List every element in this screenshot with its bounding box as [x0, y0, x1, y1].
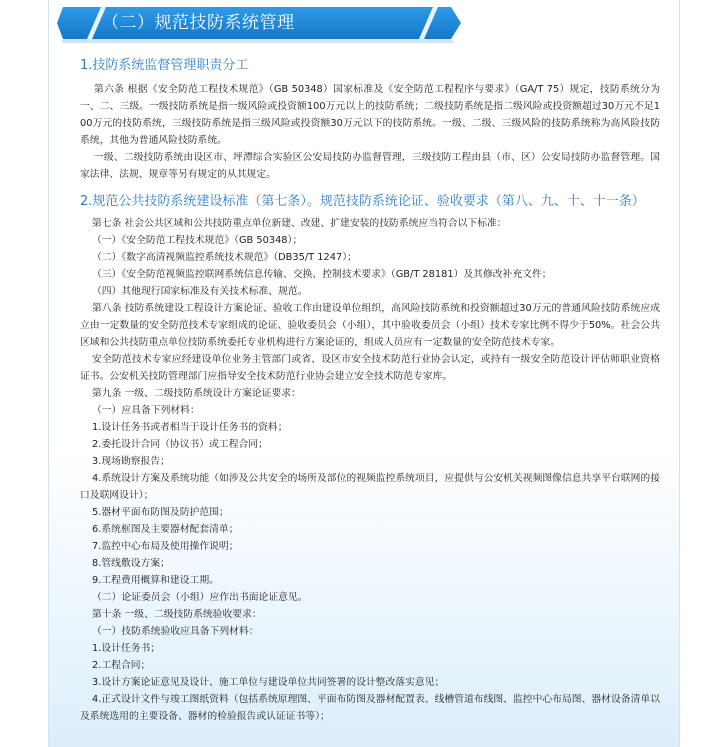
- section-2-heading: 2.规范公共技防系统建设标准（第七条）。规范技防系统论证、验收要求（第八、九、十、十一条）: [80, 194, 645, 209]
- line: 9.工程费用概算和建设工期。: [92, 575, 219, 586]
- section-banner: [57, 3, 463, 43]
- paragraph: 安全防范技术专家应经建设单位业务主管部门或省、设区市安全技术防范行业协会认定，或持有一级安全防范设计评估师职业资格证书。公安机关技防管理部门应指导安全技术防范行业协会建立安全技术防范专家库。: [80, 354, 660, 382]
- line: （二）《数字高清视频监控系统技术规范》（DB35/T 1247）；: [92, 252, 357, 263]
- paragraph: 一级、二级技防系统由设区市、坪潭综合实验区公安局技防办监督管理，三级技防工程由县（市、区）公安局技防办监督管理。国家法律、法规、规章等另有规定的从其规定。: [80, 152, 660, 180]
- line: （三）《安全防范视频监控联网系统信息传输、交换、控制技术要求》（GB/T 28181）及其修改补充文件；: [92, 269, 552, 280]
- line: （一）技防系统验收应具备下列材料：: [92, 626, 259, 637]
- line: 第九条 一级、二级技防系统设计方案论证要求：: [92, 388, 301, 399]
- line: 1.设计任务书；: [92, 643, 161, 654]
- line: 3.现场勘察报告；: [92, 456, 170, 467]
- line: （一）《安全防范工程技术规范》（GB 50348）；: [92, 235, 303, 246]
- line: 第七条 社会公共区域和公共技防重点单位新建、改建、扩建安装的技防系统应当符合以下标准：: [92, 218, 507, 229]
- line: （一）应具备下列材料：: [92, 405, 200, 416]
- section-1-heading: 1.技防系统监督管理职责分工: [80, 58, 249, 73]
- content: [80, 57, 660, 725]
- line: （二）论证委员会（小组）应作出书面论证意见。: [92, 592, 308, 603]
- line: 5.器材平面布防图及防护范围；: [92, 507, 229, 518]
- paragraph: 4.正式设计文件与竣工图纸资料（包括系统原理图、平面布防图及器材配置表、线槽管道布线图、监控中心布局图、器材设备清单以及系统选用的主要设备、器材的检验报告或认证证书等）；: [80, 694, 660, 722]
- paragraph: 第八条 技防系统建设工程设计方案论证、验收工作由建设单位组织，高风险技防系统和投资额超过30万元的普通风险技防系统应成立由一定数量的安全防范技术专家组成的论证、验收委员会（小组），其中验收委员会（小组）技术专家比例不得少于50%。社会公共区域和公共技防重点单位技防系统委托专业机构进行方案论证的，组成人员应有一定数量的安全防范技术专家。: [80, 303, 660, 348]
- paragraph: 4.系统设计方案及系统功能（如涉及公共安全的场所及部位的视频监控系统项目，应提供与公安机关视频图像信息共享平台联网的接口及联网设计）；: [80, 473, 660, 501]
- line: 7.监控中心布局及使用操作说明；: [92, 541, 239, 552]
- line: 第十条 一级、二级技防系统验收要求：: [92, 609, 262, 620]
- line: 8.管线敷设方案；: [92, 558, 170, 569]
- document-page: [48, 0, 680, 747]
- line: 2.工程合同；: [92, 660, 151, 671]
- paragraph: 第六条 根据《安全防范工程技术规范》（GB 50348）国家标准及《安全防范工程程序与要求》（GA/T 75）规定，技防系统分为一、二、三级。一级技防系统是指一级风险或投资额100万元以上的技防系统；二级技防系统是指二级风险或投资额超过30万元不足100万元的技防系统，三级技防系统是指三级风险或投资额30万元以下的技防系统。一级、二级、三级风险的技防系统称为高风险技防系统，其他为普通风险技防系统。: [80, 84, 660, 146]
- line: 2.委托设计合同（协议书）或工程合同；: [92, 439, 268, 450]
- line: 6.系统框图及主要器材配套清单；: [92, 524, 239, 535]
- line: 3.设计方案论证意见及设计、施工单位与建设单位共同签署的设计整改落实意见；: [92, 677, 445, 688]
- line: （四）其他现行国家标准及有关技术标准、规范。: [92, 286, 308, 297]
- line: 1.设计任务书或者相当于设计任务书的资料；: [92, 422, 288, 433]
- banner-title: （二）规范技防系统管理: [102, 13, 295, 33]
